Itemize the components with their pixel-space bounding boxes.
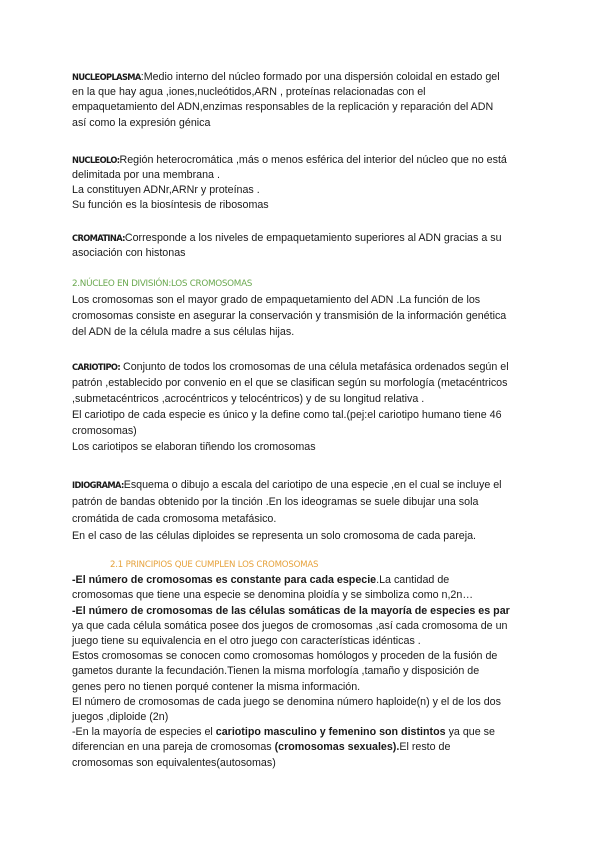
text-line: El cariotipo de cada especie es único y la define como tal.(pej:el cariotipo humano tiene 46 — [72, 409, 502, 422]
nucleolo-paragraph — [72, 153, 532, 214]
text-span: -En la mayoría de especies el — [72, 726, 216, 739]
text-line: ,submetacéntricos ,acrocéntricos y telocéntricos) y de su longitud relativa . — [72, 393, 425, 406]
text-line: Región heterocromática ,más o menos esférica del interior del núcleo que no está — [119, 153, 507, 166]
idiograma-term: IDIOGRAMA: — [72, 480, 124, 492]
cromatina-paragraph — [72, 231, 532, 261]
text-line: Estos cromosomas se conocen como cromosomas homólogos y proceden de la fusión de — [72, 650, 498, 663]
text-line: .La cantidad de — [376, 574, 450, 587]
idiograma-paragraph — [72, 477, 532, 545]
bold-principle: -El número de cromosomas es constante para cada especie — [72, 574, 377, 587]
text-line: cromosomas son equivalentes(autosomas) — [72, 756, 276, 769]
text-line: ya que cada célula somática posee dos juegos de cromosomas ,así cada cromosoma de un — [72, 619, 508, 632]
text-line: juego tiene su equivalencia en el otro juego con características idénticas . — [72, 635, 421, 648]
section-2-1 — [72, 558, 532, 771]
text-line: La constituyen ADNr,ARNr y proteínas . — [72, 184, 260, 197]
text-line: :Medio interno del núcleo formado por una dispersión coloidal en estado gel — [140, 71, 500, 83]
text-span: diferencian en una pareja de cromosomas — [72, 741, 275, 754]
cariotipo-term: CARIOTIPO: — [72, 362, 121, 374]
text-line: del ADN de la célula madre a sus células hijas. — [72, 326, 295, 339]
text-line: cromosomas que tiene una especie se denomina ploidía y se simboliza como n,2n… — [72, 589, 474, 602]
text-line: juegos ,diploide (2n) — [72, 711, 169, 724]
bold-principle: -El número de cromosomas de las células somáticas de la mayoría de especies es par — [72, 604, 510, 617]
text-line: cromosomas) — [72, 425, 137, 438]
bold-span: (cromosomas sexuales). — [274, 741, 400, 754]
text-line: genes pero no tienen porqué contener la misma información. — [72, 680, 361, 693]
text-line: cromosomas consiste en asegurar la conservación y transmisión de la información genética — [72, 310, 507, 323]
text-line: Esquema o dibujo a escala del cariotipo de una especie ,en el cual se incluye el — [123, 479, 502, 492]
nucleoplasma-paragraph — [72, 70, 532, 131]
cromatina-term: CROMATINA: — [72, 232, 125, 244]
text-line: en la que hay agua ,iones,nucleótidos,ARN , proteínas relacionadas con el — [72, 86, 426, 99]
text-line: cromátida de cada cromosoma metafásico. — [72, 513, 277, 526]
text-line: Los cariotipos se elaboran tiñendo los cromosomas — [72, 441, 316, 454]
section-2-1-heading: 2.1 PRINCIPIOS QUE CUMPLEN LOS CROMOSOMAS — [110, 560, 319, 571]
text-span: ya que se — [445, 726, 495, 739]
nucleoplasma-term: NUCLEOPLASMA — [72, 72, 141, 83]
section-2 — [72, 277, 532, 340]
text-line: patrón de bandas obtenido por la tinción .En los ideogramas se suele dibujar una sola — [72, 496, 479, 509]
text-line: patrón ,establecido por convenio en el que se clasifican según su morfología (metacéntricos — [72, 377, 508, 390]
section-2-heading: 2.NÚCLEO EN DIVISIÓN:LOS CROMOSOMAS — [72, 279, 253, 290]
text-line: El número de cromosomas de cada juego se denomina número haploide(n) y el de los dos — [72, 695, 501, 708]
text-line: así como la expresión génica — [72, 116, 211, 129]
text-line: empaquetamiento del ADN,enzimas responsables de la replicación y reparación del ADN — [72, 101, 494, 114]
document-page — [72, 70, 532, 771]
text-line: Los cromosomas son el mayor grado de empaquetamiento del ADN .La función de los — [72, 294, 481, 307]
bold-span: cariotipo masculino y femenino son distintos — [215, 726, 446, 739]
nucleolo-term: NUCLEOLO: — [72, 154, 120, 166]
text-line: asociación con histonas — [72, 246, 186, 259]
text-line: delimitada por una membrana . — [72, 169, 220, 182]
text-line: Su función es la biosíntesis de ribosomas — [72, 199, 269, 212]
text-line: En el caso de las células diploides se representa un solo cromosoma de cada pareja. — [72, 530, 476, 543]
text-line: Conjunto de todos los cromosomas de una célula metafásica ordenados según el — [120, 361, 509, 374]
cariotipo-paragraph — [72, 360, 532, 455]
text-span: El resto de — [399, 741, 451, 754]
text-line: gametos durante la fecundación.Tienen la misma morfología ,tamaño y disposición de — [72, 665, 480, 678]
text-line: Corresponde a los niveles de empaquetamiento superiores al ADN gracias a su — [124, 231, 502, 244]
